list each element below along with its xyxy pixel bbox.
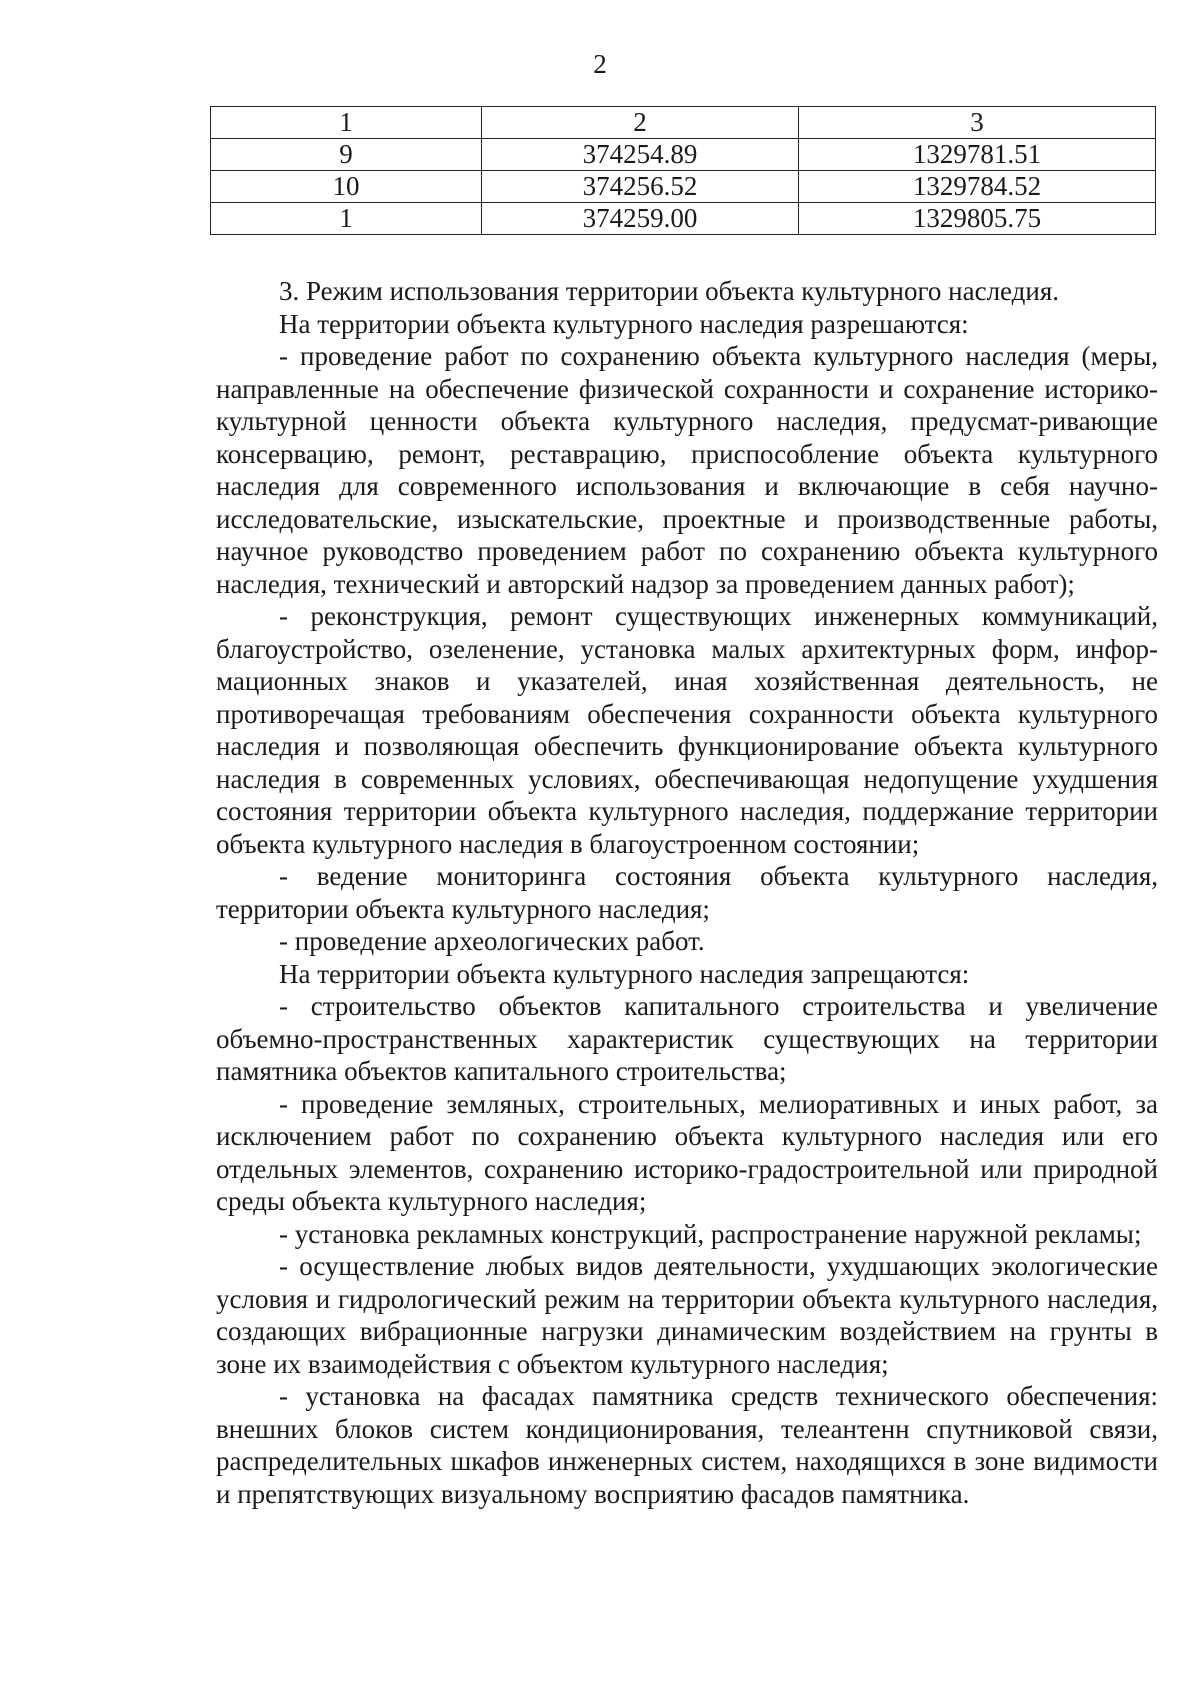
table-cell: 374256.52 <box>482 171 799 203</box>
list-item: - проведение работ по сохранению объекта культурного наследия (меры, направленные на обеспечение физической сохранности и сохранение историко-культурной ценности объекта культурного наследия, предусмат-ривающие консервацию, ремонт, реставрацию, приспособление объекта культурного наследия для современного использования и включающие в себя научно-исследовательские, изыскательские, проектные и производственные работы, научное руководство проведением работ по сохранению объекта культурного наследия, технический и авторский надзор за проведением данных работ); <box>216 341 1158 599</box>
list-item: - проведение археологических работ. <box>279 926 705 956</box>
table-cell: 374254.89 <box>482 139 799 171</box>
paragraph-allowed-intro: На территории объекта культурного наследия разрешаются: <box>279 308 969 339</box>
table-row <box>211 139 1156 171</box>
table-cell: 10 <box>211 171 482 203</box>
table-header-row <box>211 107 1156 139</box>
table-cell: 9 <box>211 139 482 171</box>
table-row <box>211 171 1156 203</box>
table-cell: 1329781.51 <box>799 139 1156 171</box>
table-cell: 2 <box>482 107 799 139</box>
coordinates-table <box>210 106 1156 235</box>
table-cell: 1329805.75 <box>799 203 1156 235</box>
document-body <box>216 275 1158 1510</box>
list-item: - осуществление любых видов деятельности, ухудшающих экологические условия и гидрологический режим на территории объекта культурного наследия, создающих вибрационные нагрузки динамическим воздействием на грунты в зоне их взаимодействия с объектом культурного наследия; <box>216 1251 1158 1379</box>
table-cell: 3 <box>799 107 1156 139</box>
table-row <box>211 203 1156 235</box>
list-item: - строительство объектов капитального строительства и увеличение объемно-пространственных характеристик существующих на территории памятника объектов капитального строительства; <box>216 991 1158 1086</box>
list-item: - проведение земляных, строительных, мелиоративных и иных работ, за исключением работ по сохранению объекта культурного наследия или его отдельных элементов, сохранению историко-градостроительной или природной среды объекта культурного наследия; <box>216 1088 1158 1216</box>
table-cell: 1 <box>211 107 482 139</box>
list-item: - ведение мониторинга состояния объекта культурного наследия, территории объекта культурного наследия; <box>216 861 1158 924</box>
table-cell: 374259.00 <box>482 203 799 235</box>
section-heading: 3. Режим использования территории объекта культурного наследия. <box>279 276 1060 306</box>
list-item: - установка на фасадах памятника средств технического обеспечения: внешних блоков систем кондиционирования, телеантенн спутниковой связи, распределительных шкафов инженерных систем, находящихся в зоне видимости и препятствующих визуальному восприятию фасадов памятника. <box>216 1381 1158 1509</box>
table-cell: 1 <box>211 203 482 235</box>
page-number: 2 <box>593 49 607 79</box>
table-cell: 1329784.52 <box>799 171 1156 203</box>
list-item: - реконструкция, ремонт существующих инженерных коммуникаций, благоустройство, озеленение, установка малых архитектурных форм, инфор-мационных знаков и указателей, иная хозяйственная деятельность, не противоречащая требованиям обеспечения сохранности объекта культурного наследия и позволяющая обеспечить функционирование объекта культурного наследия в современных условиях, обеспечивающая недопущение ухудшения состояния территории объекта культурного наследия, поддержание территории объекта культурного наследия в благоустроенном состоянии; <box>216 601 1158 859</box>
list-item: - установка рекламных конструкций, распространение наружной рекламы; <box>279 1218 1142 1249</box>
paragraph-prohibited-intro: На территории объекта культурного наследия запрещаются: <box>279 958 970 989</box>
